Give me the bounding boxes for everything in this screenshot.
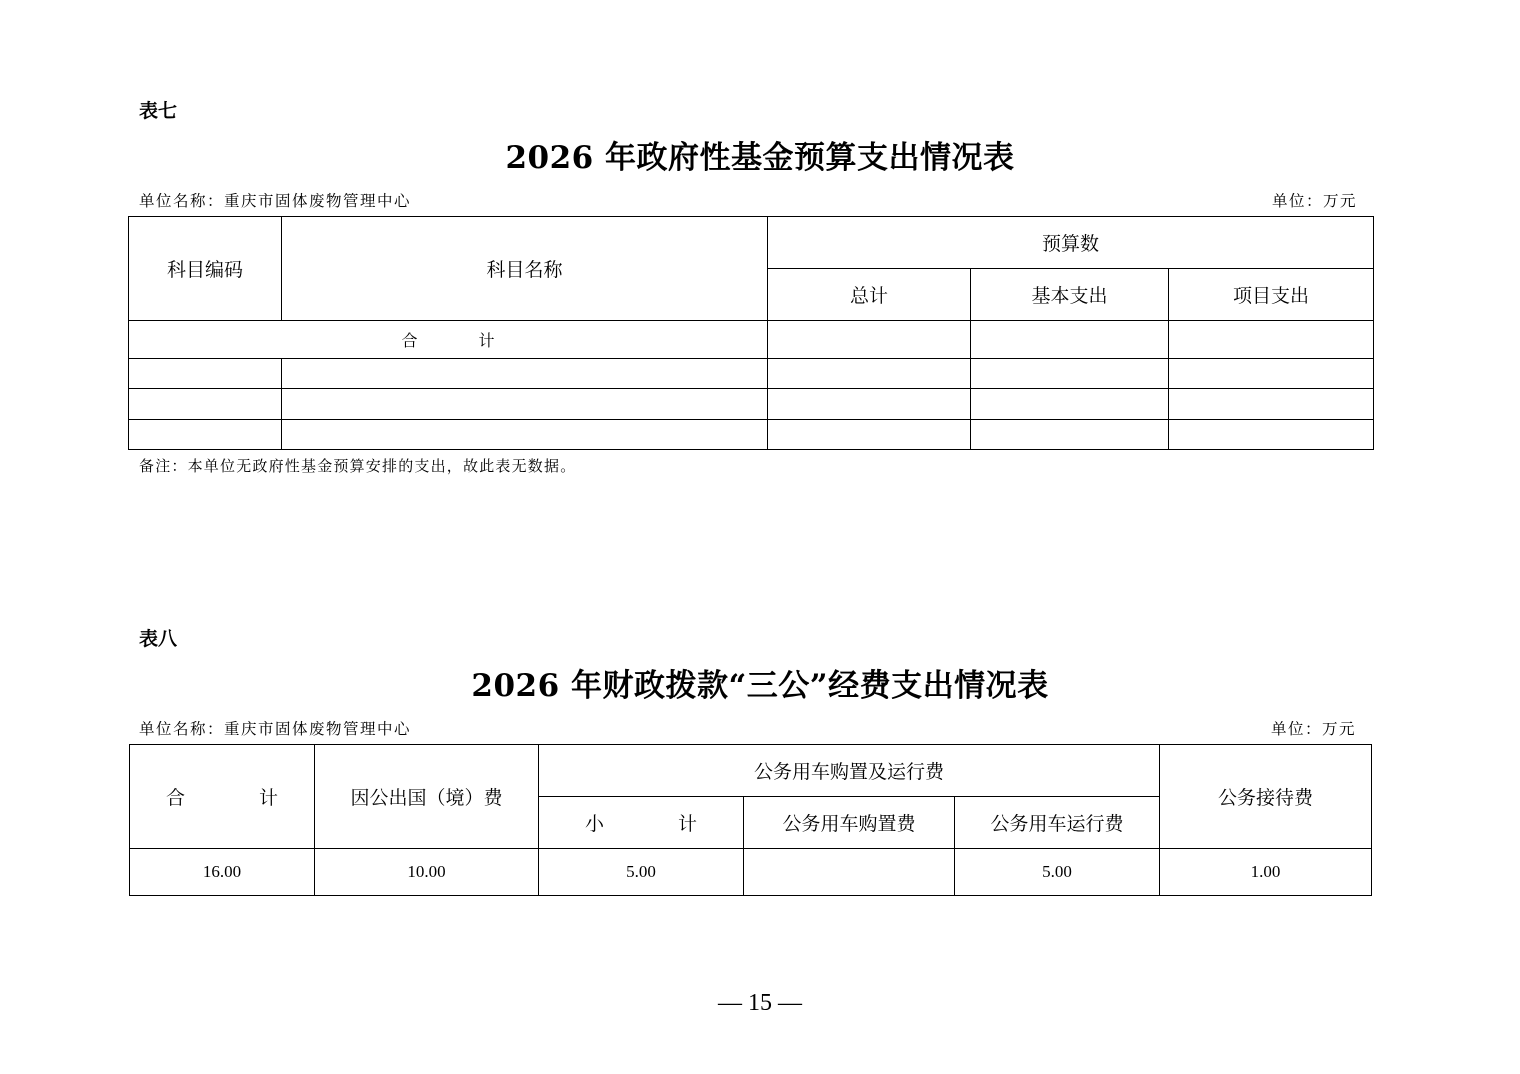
table8-header-purchase: 公务用车购置费 (744, 797, 955, 849)
table8-header-subtotal (539, 797, 744, 849)
table7-cell (971, 420, 1169, 450)
table7-cell (768, 359, 971, 389)
table7 (128, 216, 1374, 450)
table7-label: 表七 (139, 100, 178, 122)
table8-header-abroad: 因公出国（境）费 (315, 745, 539, 849)
table8-value-operation: 5.00 (955, 849, 1160, 896)
table7-cell (768, 389, 971, 420)
table8-value-purchase (744, 849, 955, 896)
table7-title: 2026 年政府性基金预算支出情况表 (505, 140, 1015, 176)
table7-total-row-label (129, 321, 768, 359)
table8-header-reception: 公务接待费 (1160, 745, 1372, 849)
table7-cell (282, 389, 768, 420)
table8-unit: 单位：万元 (1271, 720, 1357, 738)
table7-total-cell (971, 321, 1169, 359)
table8-value-subtotal: 5.00 (539, 849, 744, 896)
table8-header-vehicle-group: 公务用车购置及运行费 (539, 745, 1160, 797)
table8-header-operation: 公务用车运行费 (955, 797, 1160, 849)
table7-header-total: 总计 (768, 269, 971, 321)
table8-header-total-text: 合 计 (165, 787, 313, 809)
table7-total-row-label-text: 合 计 (401, 331, 523, 350)
table7-header-code: 科目编码 (129, 217, 282, 321)
table7-header-budget: 预算数 (768, 217, 1374, 269)
table8-title: 2026 年财政拨款“三公”经费支出情况表 (471, 668, 1049, 704)
table7-cell (282, 420, 768, 450)
table7-cell (1169, 389, 1374, 420)
table7-cell (129, 420, 282, 450)
table7-header-basic: 基本支出 (971, 269, 1169, 321)
table7-note: 备注：本单位无政府性基金预算安排的支出，故此表无数据。 (139, 457, 577, 475)
table8-header-total (130, 745, 315, 849)
table7-header-project: 项目支出 (1169, 269, 1374, 321)
table7-total-cell (768, 321, 971, 359)
table7-cell (971, 359, 1169, 389)
table8-value-total: 16.00 (130, 849, 315, 896)
table8-header-subtotal-text: 小 计 (584, 813, 732, 835)
table7-cell (129, 359, 282, 389)
table-row (130, 849, 1372, 896)
table7-total-cell (1169, 321, 1374, 359)
table-row (129, 420, 1374, 450)
table8-label: 表八 (139, 628, 178, 650)
table-row (129, 389, 1374, 420)
table7-unit: 单位：万元 (1272, 192, 1358, 210)
table8-unit-name: 单位名称：重庆市固体废物管理中心 (139, 720, 412, 738)
table7-header-name: 科目名称 (282, 217, 768, 321)
table7-cell (768, 420, 971, 450)
table7-cell (282, 359, 768, 389)
table7-cell (1169, 359, 1374, 389)
table8 (129, 744, 1372, 896)
table7-cell (971, 389, 1169, 420)
table7-cell (129, 389, 282, 420)
table8-value-abroad: 10.00 (315, 849, 539, 896)
table-row (129, 359, 1374, 389)
table8-value-reception: 1.00 (1160, 849, 1372, 896)
table7-unit-name: 单位名称：重庆市固体废物管理中心 (139, 192, 412, 210)
page-number: — 15 — (718, 990, 802, 1016)
table7-cell (1169, 420, 1374, 450)
